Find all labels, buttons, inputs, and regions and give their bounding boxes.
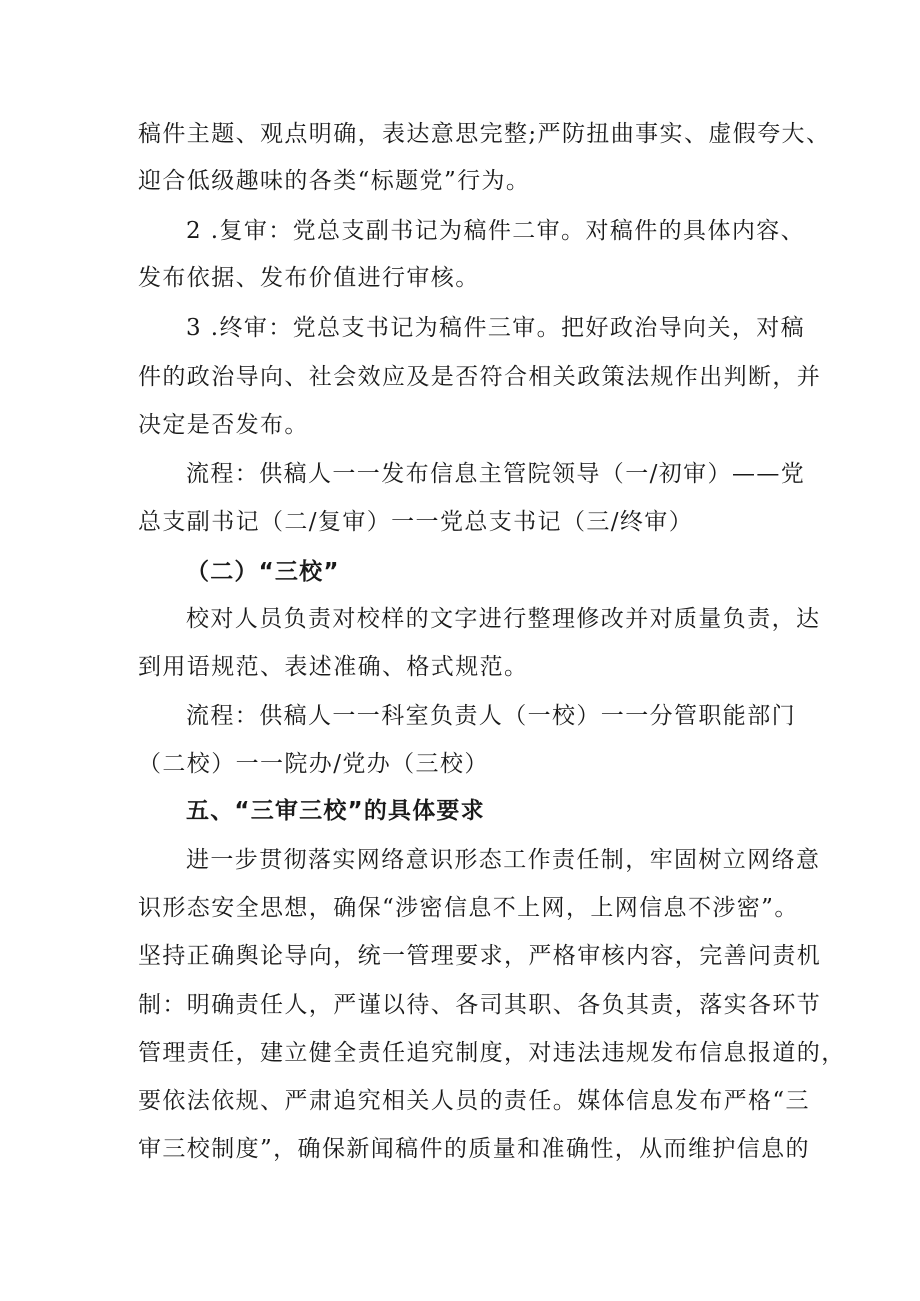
paragraph-line: 管理责任，建立健全责任追究制度，对违法违规发布信息报道的，	[138, 1040, 846, 1066]
paragraph-line: 校对人员负责对校样的文字进行整理修改并对质量负责，达	[186, 606, 821, 632]
paragraph-line: （二校）一一院办/党办（三校）	[138, 751, 489, 777]
paragraph-line: 3 .终审：党总支书记为稿件三审。把好政治导向关，对稿	[186, 315, 806, 341]
paragraph-line: 2 .复审：党总支副书记为稿件二审。对稿件的具体内容、	[186, 218, 806, 244]
paragraph-line: 决定是否发布。	[138, 412, 309, 438]
paragraph-line: 迎合低级趣味的各类“标题党”行为。	[138, 168, 531, 194]
paragraph-line: 坚持正确舆论导向，统一管理要求，严格审核内容，完善问责机	[138, 943, 822, 969]
paragraph-line: 稿件主题、观点明确，表达意思完整;严防扭曲事实、虚假夸大、	[138, 121, 831, 147]
paragraph-line: 流程：供稿人一一科室负责人（一校）一一分管职能部门	[186, 703, 796, 729]
paragraph-line: 制：明确责任人，严谨以待、各司其职、各负其责，落实各环节	[138, 992, 822, 1018]
paragraph-line: 识形态安全思想，确保“涉密信息不上网，上网信息不涉密”。	[138, 895, 799, 921]
paragraph-line: 审三校制度”，确保新闻稿件的质量和准确性，从而维护信息的	[138, 1136, 810, 1162]
paragraph-line: 件的政治导向、社会效应及是否符合相关政策法规作出判断，并	[138, 364, 822, 390]
paragraph-line: 到用语规范、表述准确、格式规范。	[138, 654, 529, 680]
paragraph-line: 进一步贯彻落实网络意识形态工作责任制，牢固树立网络意	[186, 847, 821, 873]
paragraph-line: 要依法依规、严肃追究相关人员的责任。媒体信息发布严格“三	[138, 1088, 810, 1114]
paragraph-line: 发布依据、发布价值进行审核。	[138, 265, 480, 291]
section-heading: （二）“三校”	[186, 559, 340, 585]
paragraph-line: 流程：供稿人一一发布信息主管院领导（一/初审）——党	[186, 461, 806, 487]
paragraph-line: 总支副书记（二/复审）一一党总支书记（三/终审）	[138, 509, 694, 535]
section-heading: 五、“三审三校”的具体要求	[186, 798, 485, 824]
